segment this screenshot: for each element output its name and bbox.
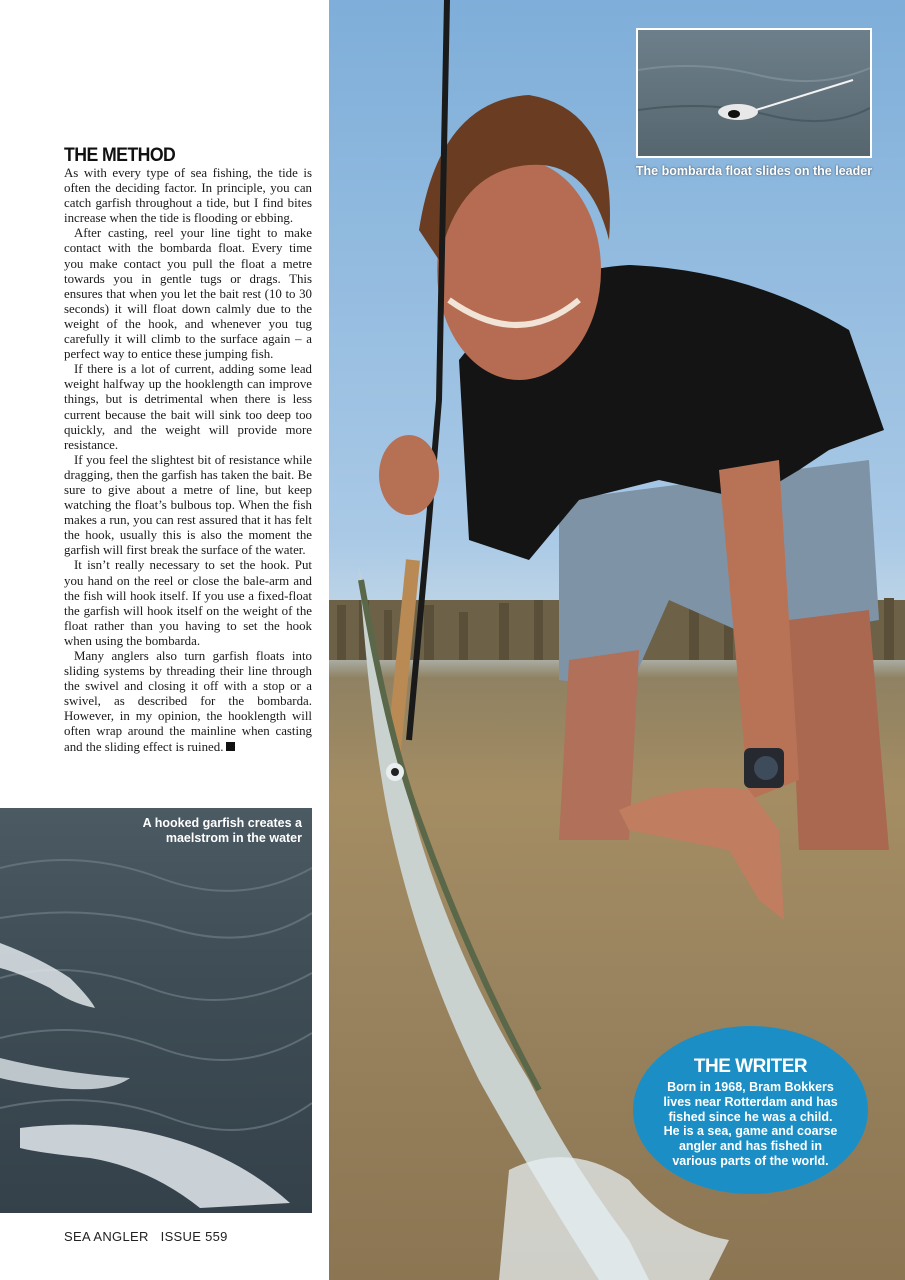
- water-photo-maelstrom: [0, 808, 312, 1213]
- water-illustration: [0, 808, 312, 1213]
- float-illustration: [638, 30, 870, 156]
- article-paragraph: As with every type of sea fishing, the tide is often the deciding factor. In principle, you can catch garfish throughout a tide, but I find bites increase when the tide is flooding or ebbing.: [64, 166, 312, 226]
- article-paragraph-text: Many anglers also turn garfish floats into sliding systems by threading their line through the swivel and closing it off with a stop or a swivel, as described for the bombarda. However, in my opinion, the hooklength will often wrap around the mainline when casting and the sliding effect is ruined.: [64, 649, 312, 754]
- article-paragraph: If you feel the slightest bit of resistance while dragging, then the garfish has taken the bait. Be sure to give about a metre of line, but keep watching the float’s bulbous top. When the fish makes a run, you can rest assured that it has felt the hook, usually this is also the moment the garfish will first break the surface of the water.: [64, 452, 312, 558]
- writer-bubble: [633, 1026, 868, 1194]
- page-footer: [64, 1229, 228, 1244]
- article-heading: THE METHOD: [64, 145, 176, 166]
- article-paragraph-last: [64, 649, 312, 755]
- magazine-name: SEA ANGLER: [64, 1229, 149, 1244]
- article-paragraph: It isn’t really necessary to set the hook. Put you hand on the reel or close the bale-arm and the fish will hook itself. If you use a fixed-float the garfish will hook itself on the weight of the float rather than you having to set the hook when using the bombarda.: [64, 558, 312, 648]
- writer-bio: Born in 1968, Bram Bokkers lives near Rotterdam and has fished since he was a child. He is a sea, game and coarse angler and has fished in various parts of the world.: [663, 1080, 838, 1168]
- issue-number: ISSUE 559: [160, 1229, 228, 1244]
- article-paragraph: After casting, reel your line tight to make contact with the bombarda float. Every time you make contact you pull the float a metre towards you in gentle tugs or drags. This ensures that when you let the bait rest (10 to 30 seconds) it will float down calmly due to the weight of the hook, and whenever you tug carefully it will climb to the surface again – a perfect way to entice these jumping fish.: [64, 226, 312, 362]
- end-mark-icon: [226, 742, 235, 751]
- article-column: [64, 146, 312, 755]
- inset-caption: The bombarda float slides on the leader: [635, 164, 873, 178]
- water-caption: A hooked garfish creates a maelstrom in the water: [142, 816, 302, 845]
- inset-photo-bombarda-float: [636, 28, 872, 158]
- writer-title: THE WRITER: [693, 1056, 808, 1077]
- article-paragraph: If there is a lot of current, adding some lead weight halfway up the hooklength can improve things, but is detrimental when there is less current because the bait will sink too deep too quickly, and the weight will provide more resistance.: [64, 362, 312, 452]
